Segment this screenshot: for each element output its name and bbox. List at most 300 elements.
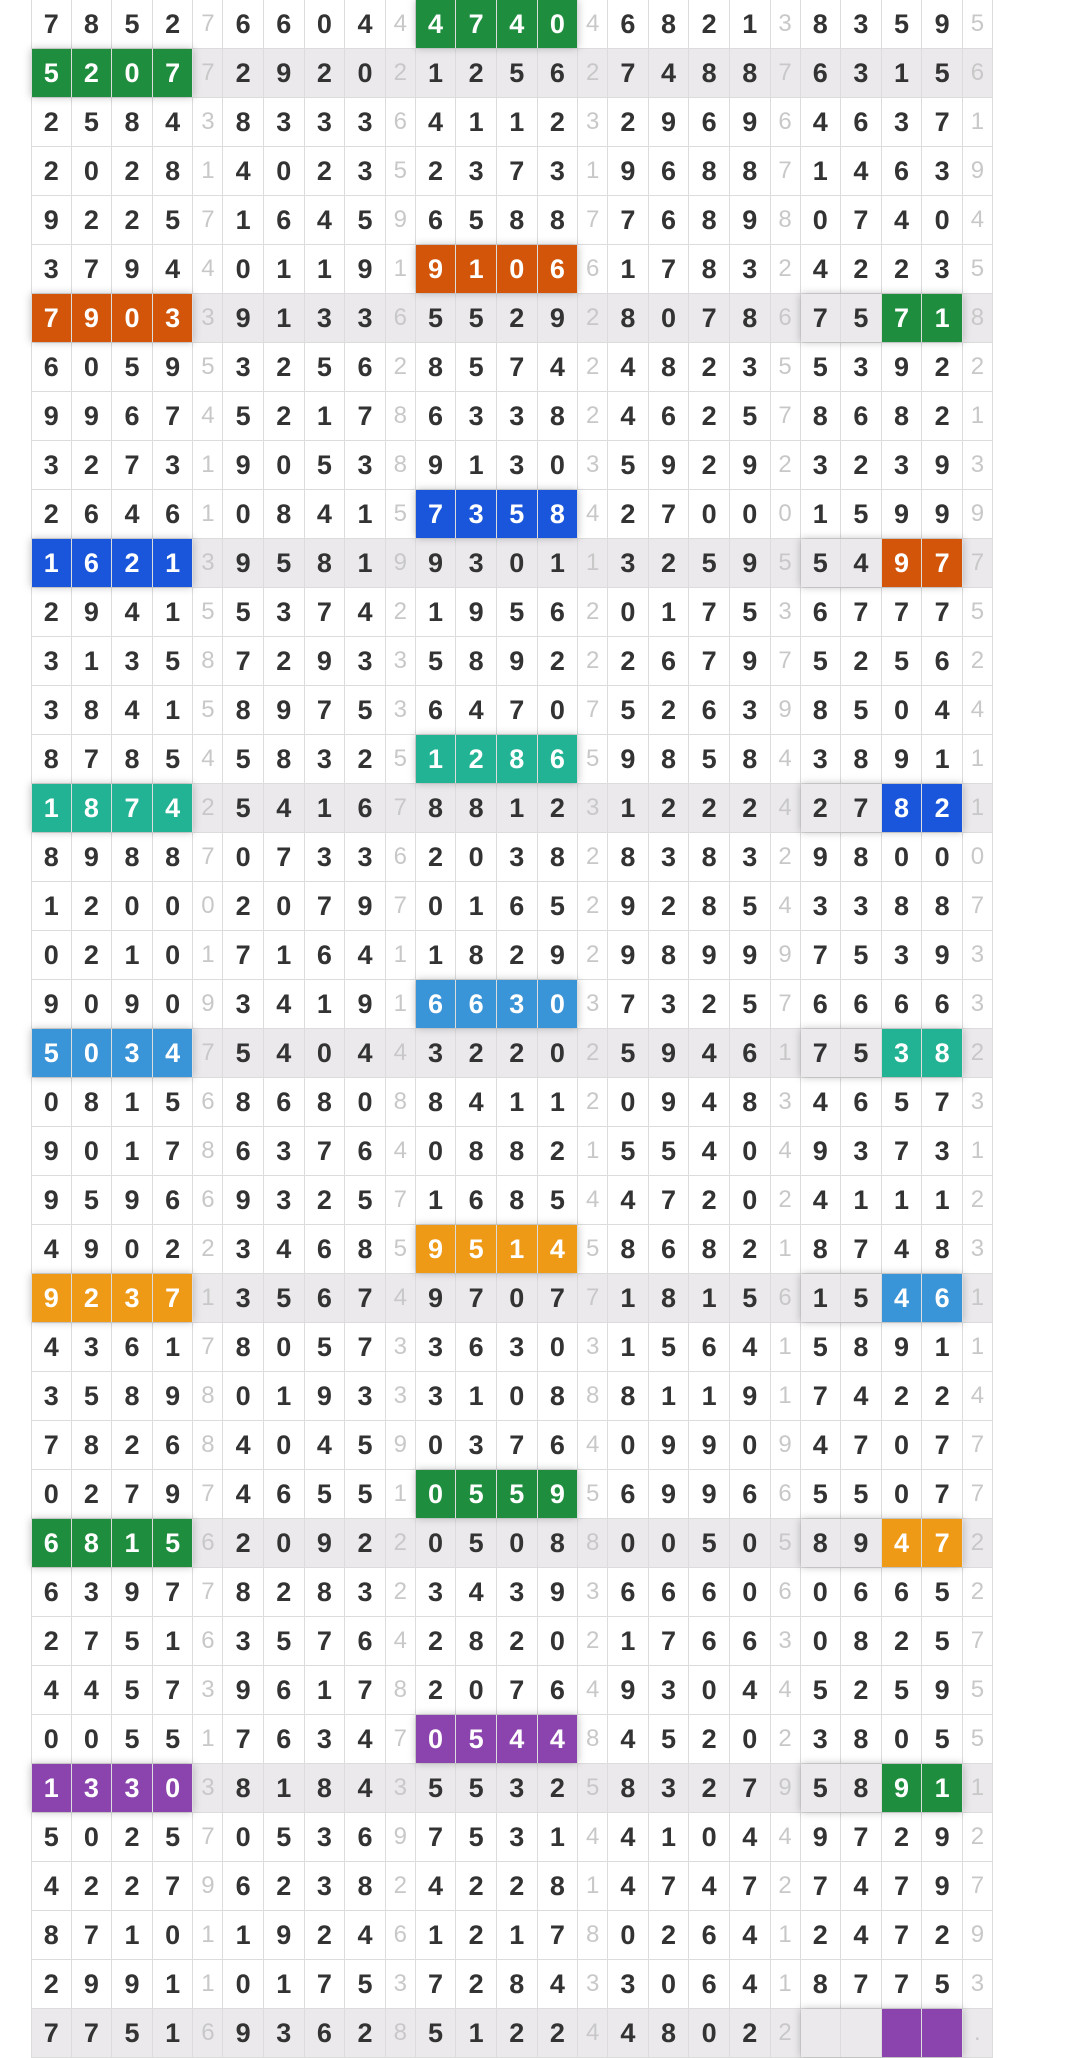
digit-cell: 5: [223, 784, 264, 832]
number-grid: [31, 0, 993, 2058]
separator-digit: 1: [771, 1372, 801, 1420]
digit-cell: 2: [538, 637, 579, 685]
digit-cell: 6: [264, 196, 305, 244]
digit-group: [608, 1029, 770, 1077]
digit-cell: 5: [801, 1666, 842, 1714]
digit-cell: 9: [730, 441, 771, 489]
highlighted-group: [31, 784, 193, 832]
digit-cell: 8: [456, 784, 497, 832]
digit-cell: 1: [112, 1127, 153, 1175]
grid-row: [31, 1421, 993, 1470]
separator-digit: 1: [193, 147, 223, 195]
digit-group: [223, 686, 385, 734]
separator-digit: 4: [771, 735, 801, 783]
digit-cell: 5: [841, 931, 882, 979]
digit-cell: 3: [416, 1029, 457, 1077]
separator-digit: 2: [386, 588, 416, 636]
digit-cell: 7: [416, 1813, 457, 1861]
digit-group: [416, 1568, 578, 1616]
digit-cell: 7: [305, 1960, 346, 2008]
digit-cell: 9: [922, 931, 963, 979]
separator-digit: 2: [963, 343, 993, 391]
digit-cell: 8: [882, 392, 923, 440]
highlighted-group: [31, 1519, 193, 1567]
digit-cell: 8: [538, 833, 579, 881]
digit-cell: 2: [730, 784, 771, 832]
digit-cell: 8: [497, 735, 538, 783]
digit-cell: 4: [730, 1666, 771, 1714]
digit-cell: 0: [730, 1519, 771, 1567]
digit-cell: 3: [345, 147, 386, 195]
digit-cell: 4: [264, 784, 305, 832]
digit-group: [223, 1764, 385, 1812]
digit-cell: 7: [801, 931, 842, 979]
digit-group: [31, 1568, 193, 1616]
digit-cell: 8: [456, 637, 497, 685]
separator-digit: 4: [771, 1813, 801, 1861]
digit-cell: 7: [608, 980, 649, 1028]
separator-digit: 1: [193, 1715, 223, 1763]
digit-cell: 1: [153, 1617, 194, 1665]
digit-cell: 7: [305, 588, 346, 636]
separator-digit: 3: [963, 1225, 993, 1273]
separator-digit: 3: [386, 1764, 416, 1812]
digit-cell: 0: [649, 294, 690, 342]
digit-cell: 7: [538, 1911, 579, 1959]
digit-group: [223, 1568, 385, 1616]
digit-cell: 0: [801, 196, 842, 244]
digit-group: [223, 1666, 385, 1714]
digit-cell: 8: [730, 1078, 771, 1126]
digit-group: [608, 980, 770, 1028]
digit-cell: 4: [345, 931, 386, 979]
separator-digit: 1: [771, 1911, 801, 1959]
digit-cell: 5: [730, 392, 771, 440]
digit-cell: 9: [538, 294, 579, 342]
separator-digit: 7: [386, 1176, 416, 1224]
separator-digit: 4: [963, 1372, 993, 1420]
separator-digit: 3: [771, 1617, 801, 1665]
digit-cell: 4: [882, 1225, 923, 1273]
digit-cell: 7: [345, 1323, 386, 1371]
separator-digit: 3: [578, 98, 608, 146]
digit-cell: 8: [730, 49, 771, 97]
digit-cell: 1: [922, 1323, 963, 1371]
digit-cell: 3: [112, 637, 153, 685]
digit-cell: 7: [345, 392, 386, 440]
highlighted-group: [31, 1764, 193, 1812]
separator-digit: 4: [578, 0, 608, 48]
digit-cell: 5: [841, 1274, 882, 1322]
separator-digit: 2: [578, 1617, 608, 1665]
digit-cell: [801, 2009, 842, 2057]
digit-cell: 6: [538, 1421, 579, 1469]
digit-cell: 2: [649, 539, 690, 587]
digit-cell: 9: [801, 833, 842, 881]
digit-group: [31, 931, 193, 979]
digit-cell: 6: [264, 1078, 305, 1126]
digit-cell: 2: [31, 588, 72, 636]
digit-cell: 5: [112, 1617, 153, 1665]
digit-group: [416, 49, 578, 97]
digit-cell: 1: [456, 1372, 497, 1420]
digit-group: [223, 245, 385, 293]
separator-digit: 9: [193, 980, 223, 1028]
digit-cell: 9: [305, 637, 346, 685]
separator-digit: 7: [771, 980, 801, 1028]
digit-cell: 5: [841, 686, 882, 734]
grid-row: [31, 343, 993, 392]
digit-cell: 6: [264, 1715, 305, 1763]
digit-cell: 5: [112, 2009, 153, 2057]
separator-digit: 2: [386, 343, 416, 391]
digit-cell: 8: [72, 1421, 113, 1469]
digit-group: [223, 1960, 385, 2008]
highlighted-group: [801, 1519, 963, 1567]
digit-group: [416, 686, 578, 734]
digit-cell: 0: [730, 1568, 771, 1616]
separator-digit: 2: [771, 833, 801, 881]
grid-row: [31, 882, 993, 931]
digit-cell: 7: [31, 2009, 72, 2057]
digit-cell: 2: [922, 784, 963, 832]
digit-cell: 4: [153, 98, 194, 146]
digit-cell: 6: [538, 588, 579, 636]
digit-cell: 8: [608, 1225, 649, 1273]
digit-cell: 5: [305, 441, 346, 489]
digit-cell: 6: [649, 147, 690, 195]
digit-cell: 9: [345, 882, 386, 930]
digit-group: [223, 196, 385, 244]
separator-digit: 2: [578, 392, 608, 440]
digit-cell: 3: [31, 637, 72, 685]
digit-cell: 9: [31, 1127, 72, 1175]
digit-cell: 2: [882, 1813, 923, 1861]
digit-cell: 5: [801, 1470, 842, 1518]
separator-digit: 4: [386, 1029, 416, 1077]
separator-digit: 3: [193, 1666, 223, 1714]
digit-cell: 8: [497, 196, 538, 244]
separator-digit: 2: [578, 931, 608, 979]
digit-cell: 9: [882, 735, 923, 783]
highlighted-group: [31, 49, 193, 97]
separator-digit: 6: [386, 1911, 416, 1959]
digit-cell: 6: [112, 392, 153, 440]
digit-cell: 2: [112, 539, 153, 587]
digit-cell: 6: [538, 735, 579, 783]
digit-cell: 1: [456, 882, 497, 930]
separator-digit: 6: [771, 294, 801, 342]
highlighted-group: [416, 1715, 578, 1763]
digit-cell: 0: [538, 1323, 579, 1371]
separator-digit: 7: [193, 49, 223, 97]
digit-cell: 8: [841, 833, 882, 881]
digit-cell: 6: [223, 1127, 264, 1175]
digit-group: [31, 686, 193, 734]
grid-row: [31, 1372, 993, 1421]
digit-group: [801, 343, 963, 391]
separator-digit: 7: [193, 1323, 223, 1371]
digit-cell: 0: [31, 931, 72, 979]
digit-cell: 7: [497, 686, 538, 734]
digit-cell: 8: [608, 294, 649, 342]
digit-cell: 4: [730, 1813, 771, 1861]
digit-group: [31, 833, 193, 881]
digit-group: [801, 1568, 963, 1616]
digit-group: [223, 539, 385, 587]
digit-cell: 4: [689, 1078, 730, 1126]
digit-cell: 0: [153, 1911, 194, 1959]
digit-cell: 2: [456, 1960, 497, 2008]
separator-digit: 1: [193, 441, 223, 489]
separator-digit: 1: [963, 784, 993, 832]
digit-cell: 1: [922, 294, 963, 342]
digit-cell: 9: [72, 294, 113, 342]
separator-digit: 1: [771, 1225, 801, 1273]
digit-cell: 9: [649, 441, 690, 489]
separator-digit: 9: [771, 931, 801, 979]
grid-row: [31, 539, 993, 588]
digit-cell: 0: [153, 980, 194, 1028]
digit-cell: 3: [497, 1323, 538, 1371]
digit-cell: 1: [416, 49, 457, 97]
digit-cell: 6: [153, 490, 194, 538]
digit-cell: 8: [882, 882, 923, 930]
separator-digit: 3: [578, 1568, 608, 1616]
digit-cell: 4: [345, 1715, 386, 1763]
digit-cell: 3: [153, 294, 194, 342]
digit-cell: 5: [305, 1323, 346, 1371]
digit-cell: 3: [456, 147, 497, 195]
separator-digit: 4: [963, 686, 993, 734]
digit-group: [801, 1078, 963, 1126]
digit-cell: 7: [305, 1127, 346, 1175]
digit-cell: 2: [153, 1225, 194, 1273]
digit-cell: 4: [223, 147, 264, 195]
digit-cell: 1: [112, 1078, 153, 1126]
digit-cell: 3: [112, 1274, 153, 1322]
digit-cell: 1: [264, 294, 305, 342]
separator-digit: 1: [193, 931, 223, 979]
digit-cell: 7: [223, 931, 264, 979]
digit-group: [608, 1911, 770, 1959]
digit-cell: 7: [112, 1470, 153, 1518]
digit-cell: 8: [841, 735, 882, 783]
digit-cell: 3: [72, 1764, 113, 1812]
digit-cell: 3: [649, 1764, 690, 1812]
digit-cell: 5: [608, 1029, 649, 1077]
digit-group: [416, 1127, 578, 1175]
digit-group: [31, 1176, 193, 1224]
grid-row: [31, 1176, 993, 1225]
digit-group: [801, 1323, 963, 1371]
digit-cell: 6: [305, 1225, 346, 1273]
digit-cell: 2: [497, 1029, 538, 1077]
digit-cell: 7: [882, 1911, 923, 1959]
digit-cell: 2: [608, 98, 649, 146]
digit-cell: 3: [31, 441, 72, 489]
digit-cell: 8: [841, 1323, 882, 1371]
digit-cell: 1: [112, 1911, 153, 1959]
digit-cell: 5: [730, 882, 771, 930]
digit-cell: 8: [497, 1127, 538, 1175]
digit-cell: 2: [882, 1372, 923, 1420]
digit-cell: 5: [882, 0, 923, 48]
digit-cell: 0: [689, 1666, 730, 1714]
separator-digit: 7: [771, 637, 801, 685]
digit-cell: 6: [608, 1568, 649, 1616]
digit-group: [801, 1127, 963, 1175]
digit-cell: 5: [72, 98, 113, 146]
digit-cell: 8: [305, 1764, 346, 1812]
separator-digit: 3: [771, 588, 801, 636]
digit-cell: 9: [72, 588, 113, 636]
digit-cell: 1: [305, 980, 346, 1028]
digit-cell: 4: [223, 1470, 264, 1518]
digit-group: [223, 882, 385, 930]
digit-cell: 7: [153, 1666, 194, 1714]
digit-cell: 6: [264, 1470, 305, 1518]
digit-group: [608, 392, 770, 440]
digit-cell: 3: [608, 1960, 649, 2008]
digit-cell: 2: [497, 294, 538, 342]
digit-cell: 5: [608, 1127, 649, 1175]
digit-group: [801, 1421, 963, 1469]
digit-group: [608, 343, 770, 391]
digit-group: [801, 1372, 963, 1420]
digit-cell: 3: [264, 98, 305, 146]
digit-group: [31, 1960, 193, 2008]
digit-cell: 1: [31, 539, 72, 587]
digit-cell: 4: [345, 1764, 386, 1812]
digit-cell: 4: [841, 539, 882, 587]
separator-digit: 7: [386, 784, 416, 832]
grid-row: [31, 1568, 993, 1617]
digit-cell: 2: [497, 2009, 538, 2057]
separator-digit: 3: [193, 294, 223, 342]
digit-cell: 1: [497, 98, 538, 146]
separator-digit: 4: [386, 1617, 416, 1665]
separator-digit: 5: [578, 1470, 608, 1518]
separator-digit: 3: [193, 1764, 223, 1812]
separator-digit: 1: [578, 1862, 608, 1910]
digit-group: [608, 1666, 770, 1714]
digit-group: [416, 98, 578, 146]
separator-digit: 1: [963, 1323, 993, 1371]
grid-row: [31, 196, 993, 245]
digit-cell: 3: [305, 294, 346, 342]
digit-cell: 3: [538, 147, 579, 195]
digit-cell: 2: [72, 49, 113, 97]
digit-cell: 4: [112, 588, 153, 636]
digit-cell: 2: [223, 882, 264, 930]
digit-cell: 4: [345, 1029, 386, 1077]
separator-digit: 9: [193, 1862, 223, 1910]
digit-cell: 1: [416, 1176, 457, 1224]
digit-cell: 2: [689, 1176, 730, 1224]
digit-cell: 5: [689, 735, 730, 783]
digit-cell: 5: [31, 1029, 72, 1077]
digit-cell: 4: [608, 1813, 649, 1861]
digit-cell: 2: [730, 1225, 771, 1273]
digit-cell: 8: [72, 1519, 113, 1567]
digit-cell: 5: [456, 343, 497, 391]
grid-row: [31, 98, 993, 147]
digit-cell: 8: [345, 1225, 386, 1273]
digit-cell: 6: [608, 0, 649, 48]
digit-cell: 9: [416, 539, 457, 587]
digit-cell: 1: [153, 1323, 194, 1371]
digit-cell: 4: [841, 1862, 882, 1910]
digit-group: [31, 392, 193, 440]
separator-digit: 1: [578, 539, 608, 587]
digit-cell: 7: [153, 49, 194, 97]
separator-digit: 5: [578, 1225, 608, 1273]
digit-cell: 9: [689, 931, 730, 979]
digit-cell: 5: [456, 1813, 497, 1861]
digit-cell: 5: [456, 1519, 497, 1567]
digit-cell: 9: [72, 1960, 113, 2008]
digit-group: [223, 1519, 385, 1567]
digit-cell: 2: [689, 1715, 730, 1763]
digit-cell: 9: [72, 1225, 113, 1273]
digit-cell: 9: [689, 1470, 730, 1518]
digit-group: [608, 1764, 770, 1812]
digit-cell: 3: [456, 539, 497, 587]
digit-group: [608, 147, 770, 195]
digit-cell: 1: [223, 1911, 264, 1959]
digit-cell: 7: [649, 490, 690, 538]
digit-cell: 7: [538, 1274, 579, 1322]
digit-cell: 3: [345, 294, 386, 342]
separator-digit: 8: [578, 1519, 608, 1567]
separator-digit: 8: [578, 1715, 608, 1763]
digit-group: [31, 1862, 193, 1910]
digit-group: [31, 1617, 193, 1665]
separator-digit: 1: [963, 735, 993, 783]
separator-digit: 5: [386, 490, 416, 538]
digit-cell: 7: [345, 1666, 386, 1714]
separator-digit: 3: [386, 1323, 416, 1371]
digit-cell: 2: [730, 2009, 771, 2057]
digit-cell: 6: [841, 98, 882, 146]
digit-cell: 0: [72, 1813, 113, 1861]
digit-cell: 6: [456, 1323, 497, 1371]
digit-cell: 9: [608, 735, 649, 783]
digit-group: [608, 1960, 770, 2008]
digit-cell: 8: [538, 1862, 579, 1910]
digit-cell: 8: [223, 1568, 264, 1616]
grid-row: [31, 1617, 993, 1666]
separator-digit: 3: [963, 931, 993, 979]
digit-cell: 1: [922, 735, 963, 783]
digit-group: [801, 1715, 963, 1763]
digit-cell: 5: [497, 1470, 538, 1518]
digit-group: [31, 1470, 193, 1518]
grid-row: [31, 245, 993, 294]
digit-group: [416, 441, 578, 489]
digit-cell: 5: [153, 1813, 194, 1861]
digit-cell: 2: [72, 1470, 113, 1518]
digit-cell: 7: [153, 1862, 194, 1910]
digit-cell: 3: [922, 245, 963, 293]
digit-cell: 5: [497, 49, 538, 97]
separator-digit: 7: [963, 539, 993, 587]
separator-digit: 2: [963, 637, 993, 685]
separator-digit: 8: [578, 1372, 608, 1420]
digit-cell: 7: [456, 0, 497, 48]
digit-cell: 6: [649, 196, 690, 244]
